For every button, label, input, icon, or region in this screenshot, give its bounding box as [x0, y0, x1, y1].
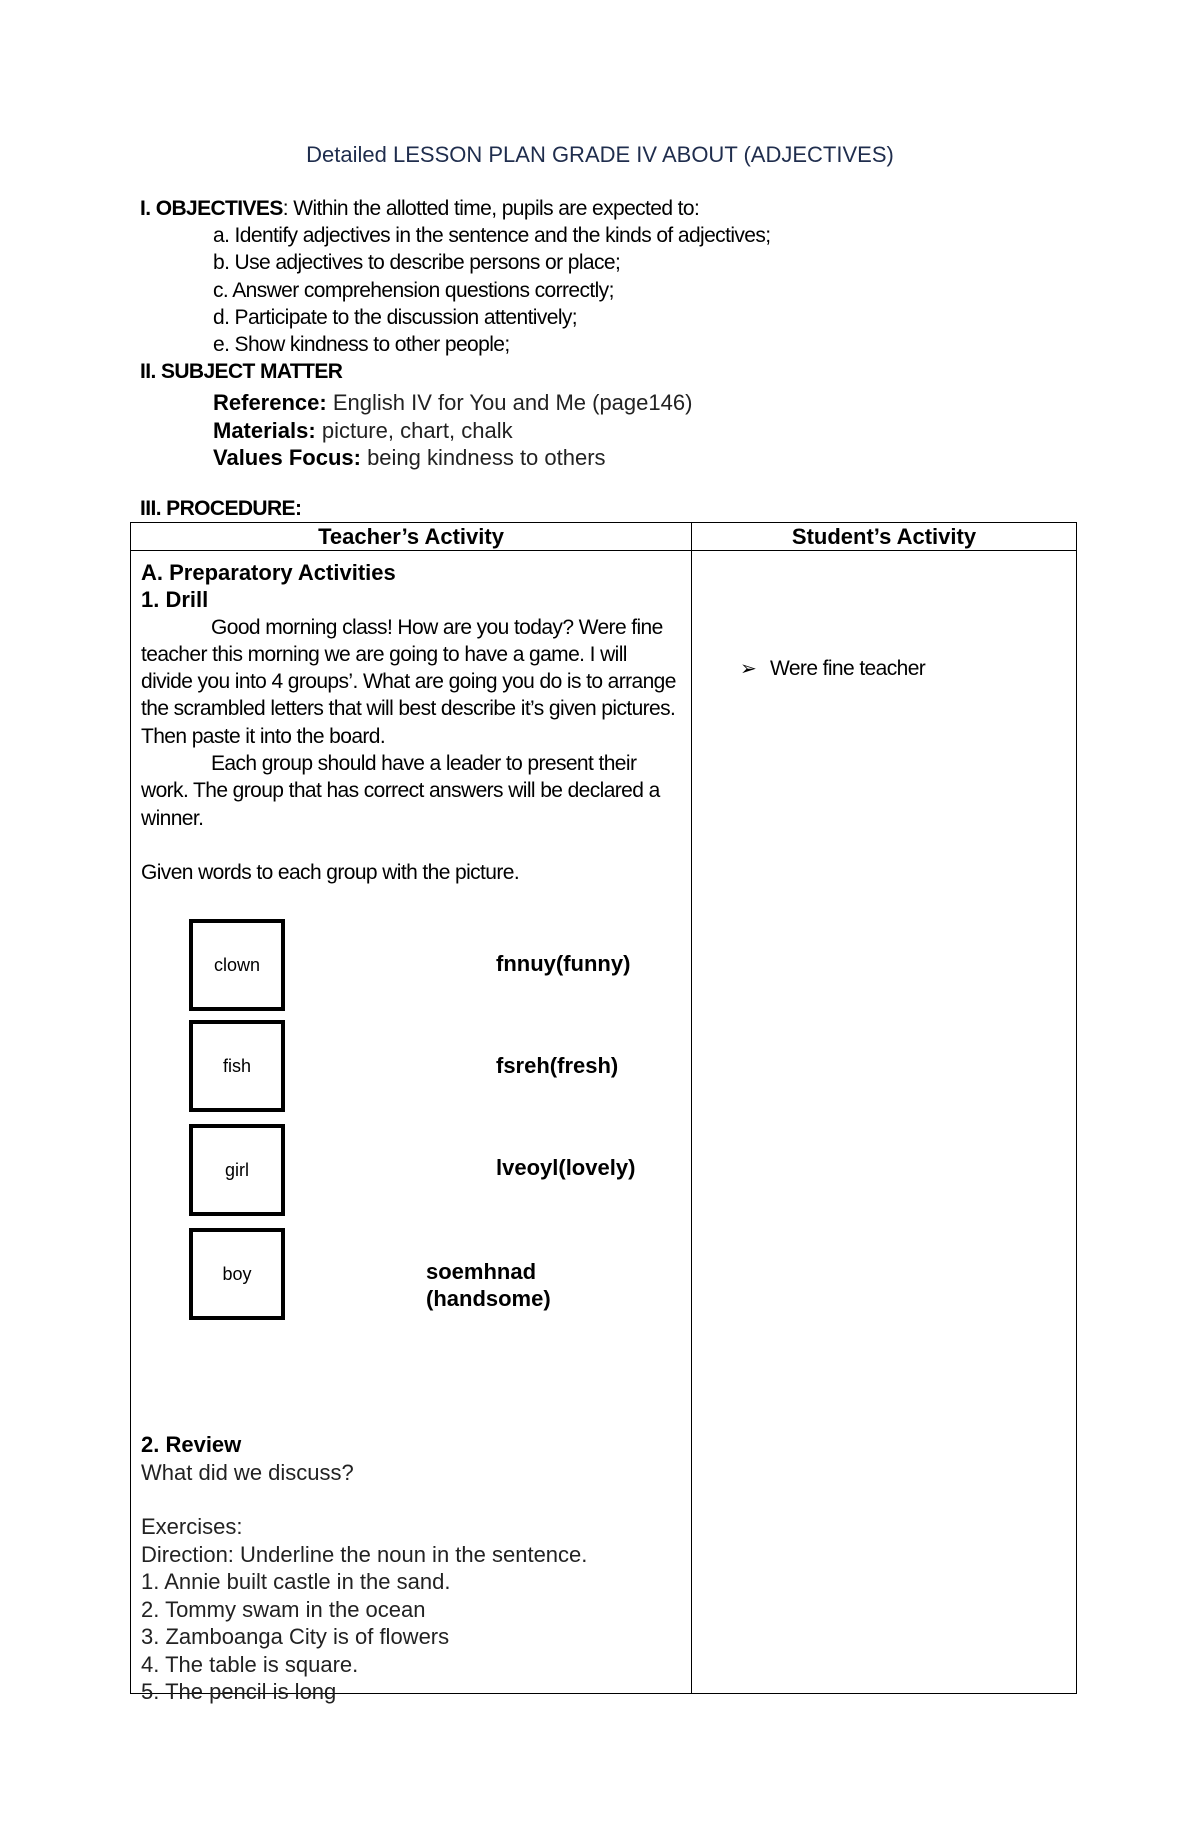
subject-matter-heading: II. SUBJECT MATTER [140, 360, 343, 383]
exercise-sentence: 3. Zamboanga City is of flowers [141, 1624, 450, 1649]
arrow-bullet-icon: ➢ [740, 658, 757, 680]
values-label: Values Focus: [213, 445, 361, 470]
procedure-table [130, 522, 1077, 1704]
drill-paragraph-2: Each group should have a leader to present their work. The group that has correct answers will be declared a winner. [141, 752, 660, 830]
exercise-sentence: 1. Annie built castle in the sand. [141, 1569, 451, 1594]
objective-item: e. Show kindness to other people; [213, 333, 510, 357]
exercise-sentence: 4. The table is square. [141, 1651, 359, 1677]
scrambled-word: fnnuy(funny) [496, 951, 631, 976]
section-a-heading: A. Preparatory Activities [141, 560, 396, 585]
reference-label: Reference: [213, 390, 327, 415]
scrambled-word-line: soemhnad [426, 1259, 537, 1284]
materials-line [213, 417, 692, 445]
objective-item: c. Answer comprehension questions correctly; [213, 278, 614, 302]
picture-fish: fish [189, 1020, 285, 1112]
objectives-list [213, 222, 771, 358]
scrambled-word-line: (handsome) [426, 1286, 551, 1311]
objective-item: a. Identify adjectives in the sentence and the kinds of adjectives; [213, 224, 771, 247]
objective-item: d. Participate to the discussion attentively; [213, 305, 578, 329]
exercise-sentence: 2. Tommy swam in the ocean [141, 1596, 426, 1622]
scrambled-word: lveoyl(lovely) [496, 1155, 636, 1180]
column-header-student: Student’s Activity [692, 523, 1077, 551]
teacher-activity-cell [131, 551, 692, 1704]
review-heading: 2. Review [141, 1432, 242, 1457]
exercises-label: Exercises: [141, 1514, 243, 1539]
student-response-text: Were fine teacher [770, 657, 926, 680]
scrambled-word: fsreh(fresh) [496, 1053, 619, 1078]
page-title: Detailed LESSON PLAN GRADE IV ABOUT (ADJECTIVES) [306, 142, 894, 167]
drill-heading: 1. Drill [141, 587, 209, 613]
exercise-sentence: 5. The pencil is long [141, 1679, 337, 1704]
review-section [141, 1431, 681, 1706]
procedure-heading: III. PROCEDURE: [140, 497, 302, 520]
picture-girl: girl [189, 1124, 285, 1216]
column-header-teacher: Teacher’s Activity [131, 523, 692, 551]
reference-line [213, 389, 692, 417]
exercise-direction: Direction: Underline the noun in the sentence. [141, 1541, 588, 1567]
student-response [740, 656, 925, 681]
materials-value: picture, chart, chalk [315, 417, 513, 443]
values-value: being kindness to others [360, 445, 606, 470]
objectives-intro: : Within the allotted time, pupils are expected to: [282, 197, 700, 220]
scrambled-word [426, 1258, 551, 1312]
values-line [213, 444, 692, 472]
drill-paragraph-1: Good morning class! How are you today? Were fine teacher this morning we are going to have a game. I will divide you into 4 groups’. What are going you do is to arrange the scrambled letters that will best describe it’s given pictures. Then paste it into the board. [141, 615, 676, 748]
given-words-text: Given words to each group with the picture. [141, 860, 520, 884]
materials-label: Materials: [213, 417, 316, 443]
teacher-activity-text [141, 559, 681, 886]
subject-matter-details [213, 389, 692, 472]
picture-clown: clown [189, 919, 285, 1011]
student-activity-cell [692, 551, 1077, 1694]
reference-value: English IV for You and Me (page146) [326, 390, 693, 415]
objectives-heading: I. OBJECTIVES [140, 197, 283, 220]
picture-boy: boy [189, 1228, 285, 1320]
objective-item: b. Use adjectives to describe persons or place; [213, 251, 621, 275]
objectives-line [140, 197, 699, 221]
review-question: What did we discuss? [141, 1459, 354, 1485]
